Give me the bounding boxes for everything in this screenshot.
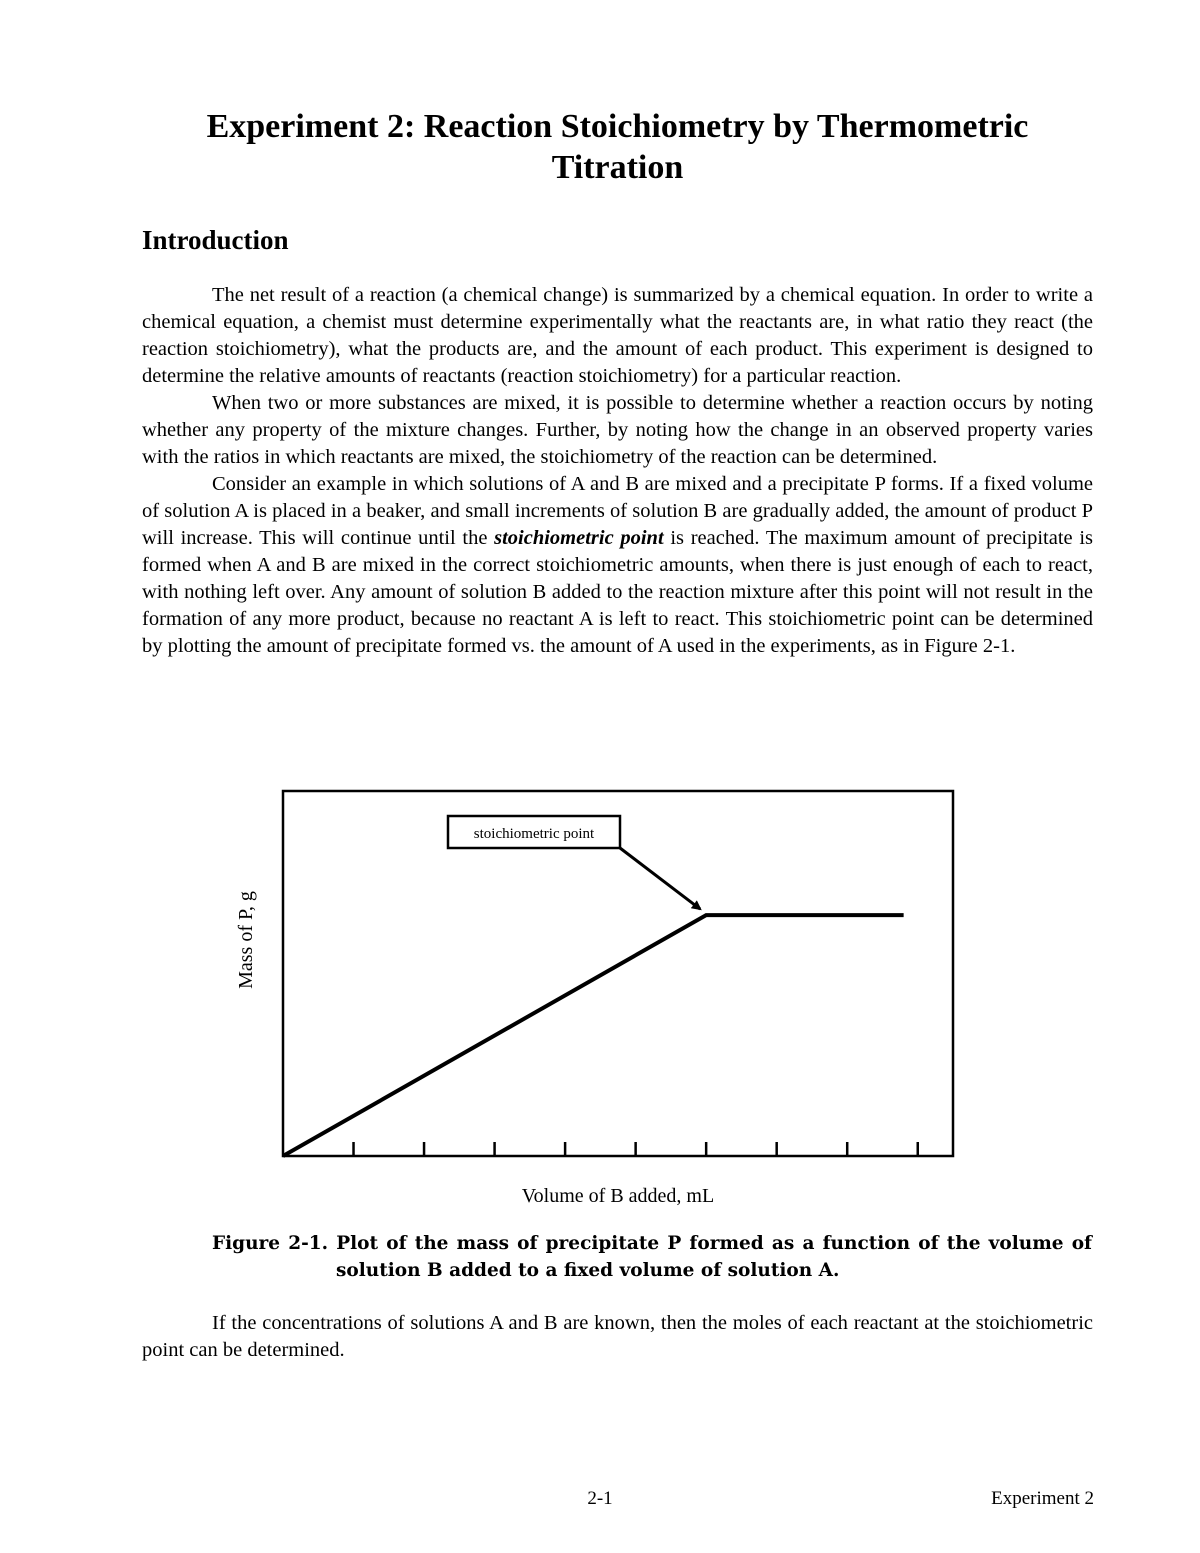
x-axis-ticks xyxy=(354,1142,918,1156)
paragraph-3-end: is reached. The maximum amount of precipitate is formed when A and B are mixed in the correct stoichiometric amounts, when there is just enough of each to react, with nothing left over. Any amount of solution B added to the reaction mixture after this point will not result in the formation of any more product, because no reactant A is left to react. This stoichiometric point can be determined by plotting the amount of precipitate formed vs. the amount of A used in the experiments, as in Figure 2-1. xyxy=(142,527,1093,657)
annotation-arrow xyxy=(620,848,700,909)
y-axis-label: Mass of P, g xyxy=(235,891,257,989)
paragraph-2: When two or more substances are mixed, it is possible to determine whether a reaction occurs by noting whether any property of the mixture changes. Further, by noting how the change in an observed property varies with the ratios in which reactants are mixed, the stoichiometry of the reaction can be determined. xyxy=(142,392,1093,468)
stoichiometric-point-term: stoichiometric point xyxy=(494,527,664,549)
title-line-2: Titration xyxy=(551,149,684,186)
section-heading: Introduction xyxy=(142,225,289,255)
figure-2-1 xyxy=(220,780,980,1220)
page-number: 2-1 xyxy=(587,1488,613,1509)
chart xyxy=(220,780,980,1220)
post-figure-body xyxy=(142,1310,1093,1364)
annotation-label: stoichiometric point xyxy=(473,826,595,842)
paragraph-3-start: Consider an example in which solutions of A and B are mixed and a precipitate P forms. If a fixed volume of solution A is placed in a beaker, and small increments of solution B are gradually added, the amount of product P will increase. This will continue until the xyxy=(142,473,1093,549)
paragraph-1: The net result of a reaction (a chemical change) is summarized by a chemical equation. In order to write a chemical equation, a chemist must determine experimentally what the reactants are, in what ratio they react (the reaction stoichiometry), what the products are, and the amount of each product. This experiment is designed to determine the relative amounts of reactants (reaction stoichiometry) for a particular reaction. xyxy=(142,284,1093,387)
footer-label: Experiment 2 xyxy=(991,1488,1094,1509)
page-title xyxy=(140,106,1095,188)
title-line-1: Experiment 2: Reaction Stoichiometry by Thermometric xyxy=(206,108,1029,145)
mass-line xyxy=(283,915,904,1156)
paragraph-3 xyxy=(142,471,1093,660)
figure-caption xyxy=(212,1230,1092,1284)
caption-line-1: Figure 2-1. Plot of the mass of precipitate P formed as a function of the volume of xyxy=(212,1233,1092,1254)
x-axis-label: Volume of B added, mL xyxy=(521,1185,715,1207)
introduction-body xyxy=(142,282,1093,660)
paragraph-4: If the concentrations of solutions A and B are known, then the moles of each reactant at the stoichiometric point can be determined. xyxy=(142,1312,1093,1361)
caption-line-2: solution B added to a fixed volume of solution A. xyxy=(336,1260,840,1281)
